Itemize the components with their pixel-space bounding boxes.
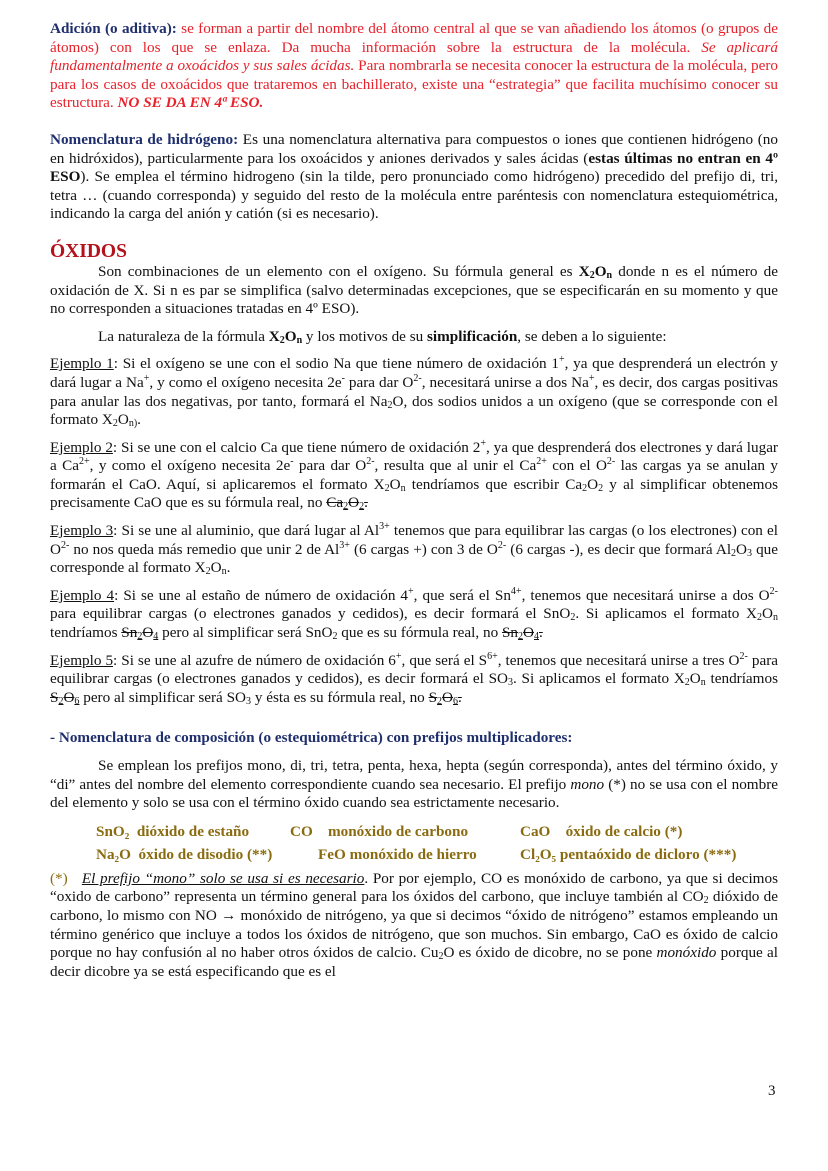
composicion-heading: - Nomenclatura de composición (o estequiométrica) con prefijos multiplicadores: [50, 729, 573, 747]
general-formula: $X_2O_n$ [578, 262, 613, 281]
ejemplo-3: Ejemplo 3: Si se une al aluminio, que dará lugar al $Al^{3+}$ tenemos que para equilibrar las cargas (o los electrones) con el $O^{2-}$ no nos queda más remedio que unir 2 de $Al^{3+}$ (6 cargas +) con 3 de $O^{2-}$ (6 cargas -), es decir que formará $Al_2O_3$ que corresponde al formato $X_2O_n$. [50, 521, 778, 578]
hidrogeno-title: Nomenclatura de hidrógeno: [50, 130, 239, 148]
hidrogeno-paragraph: Nomenclatura de hidrógeno: Es una nomenclatura alternativa para compuestos o iones que contienen hidrógeno (no en hidróxidos), particularmente para los oxoácidos y aniones derivados y sales ácidas (estas últimas no entran en 4º ESO). Se emplea el término hidrogeno (sin la tilde, pero pronunciado como hidrógeno) precedido del prefijo di, tri, tetra … (cuando corresponda) y seguido del resto de la molécula entre paréntesis con nomenclatura estequiométrica, indicando la carga del anión y catión (si es necesario). [50, 130, 778, 223]
mono-prefix-note: (*) El prefijo “mono” solo se usa si es necesario. Por por ejemplo, CO es monóxido de carbono, ya que si decimos “oxido de carbono” representa un término general para los óxidos del carbono, que incluye también al $CO_2$ dióxido de carbono, lo mismo con NO → monóxido de nitrógeno, ya que si decimos “óxido de nitrógeno” estamos empleando un término genérico que incluye a todos los óxidos de nitrógeno, que son muchos. Sin embargo, CaO es óxido de calcio porque no hay confusión al no haber otros óxidos de calcio. $Cu_2O$ es óxido de dicobre, no se pone monóxido porque al decir dicobre ya se está especificando que es el [50, 869, 778, 980]
ejemplo-4: Ejemplo 4: Si se une al estaño de número de oxidación 4+, que será el $Sn^{4+}$, tenemos que necesitará unirse a dos $O^{2-}$ para equilibrar cargas (o electrones ganados y cedidos), es decir formará el SnO$_2$. Si aplicamos el formato $X_2O_n$ tendríamos $Sn_2O_4$ pero al simplificar será SnO$_2$ que es su fórmula real, no $Sn_2O_4$. [50, 585, 778, 643]
adicion-title: Adición (o aditiva): [50, 20, 177, 37]
oxide-examples-row: Na₂O óxido de disodio (**) FeO monóxido de hierro Cl₂O₅ pentaóxido de dicloro (***) [96, 845, 737, 863]
oxidos-heading: ÓXIDOS [50, 240, 127, 262]
ejemplo-2: Ejemplo 2: Si se une con el calcio Ca que tiene número de oxidación 2+, ya que desprenderá dos electrones y dará lugar a $Ca^{2+}$, y como el oxígeno necesita 2e- para dar $O^{2-}$, resulta que al unir el $Ca^{2+}$ con el $O^{2-}$ las cargas ya se anulan y formarán el CaO. Aquí, si aplicaremos el formato $X_2O_n$ tendríamos que escribir $Ca_2O_2$ y al simplificar obtenemos precisamente CaO que es su fórmula real, no $Ca_2O_2$. [50, 437, 779, 513]
ejemplo-1: Ejemplo 1: Si el oxígeno se une con el sodio Na que tiene número de oxidación 1+, ya que desprenderá un electrón y dará lugar a Na+, y como el oxígeno necesita 2e- para dar $O^{2-}$, necesitará unirse a dos Na+, es decir, dos cargas positivas para anular las dos negativas, por tanto, formará el $Na_2O$, dos sodios unidos a un oxígeno (que se corresponde con el formato $X_2O_{n)}$. [50, 354, 778, 430]
page-number: 3 [768, 1083, 776, 1099]
document-page [50, 20, 778, 981]
oxide-examples-row: SnO₂ dióxido de estaño CO monóxido de carbono CaO óxido de calcio (*) [96, 822, 683, 840]
oxidos-intro: Son combinaciones de un elemento con el oxígeno. Su fórmula general es $X_2O_n$ donde n es el número de oxidación de X. Si n es par se simplifica (salvo determinadas excepciones, que se especificarán en su momento y que no corresponden a situaciones tratadas en 4º ESO). [50, 262, 778, 318]
oxide-examples-table [96, 820, 778, 866]
composicion-paragraph: Se emplean los prefijos mono, di, tri, tetra, penta, hexa, hepta (según corresponda), antes del término óxido, y “di” antes del nombre del elemento correspondiente cuando sea necesario. El prefijo mono (*) no se usa con el nombre del elemento y solo se usa con el término óxido cuando sea estrictamente necesario. [50, 757, 778, 812]
adicion-paragraph: Adición (o aditiva): se forman a partir del nombre del átomo central al que se van añadiendo los átomos (o grupos de átomos) con los que se enlaza. Da mucha información sobre la estructura de la molécula. Se aplicará fundamentalmente a oxoácidos y sus sales ácidas. Para nombrarla se necesita conocer la estructura de la molécula, pero para los casos de oxoácidos que trataremos en bachillerato, existe una “estrategia” que facilita muchísimo conocer su estructura. NO SE DA EN 4ª ESO. [50, 20, 778, 112]
oxidos-naturaleza: La naturaleza de la fórmula $X_2O_n$ y los motivos de su simplificación, se deben a lo siguiente: [98, 327, 667, 346]
ejemplo-5: Ejemplo 5: Si se une al azufre de número de oxidación 6+, que será el $S^{6+}$, tenemos que necesitará unirse a tres $O^{2-}$ para equilibrar cargas (o electrones ganados y cedidos), es decir formará el $SO_3$. Si aplicamos el formato $X_2O_n$ tendríamos $S_2O_6$ pero al simplificar será $SO_3$ y ésta es su fórmula real, no $S_2O_6$. [50, 650, 778, 707]
